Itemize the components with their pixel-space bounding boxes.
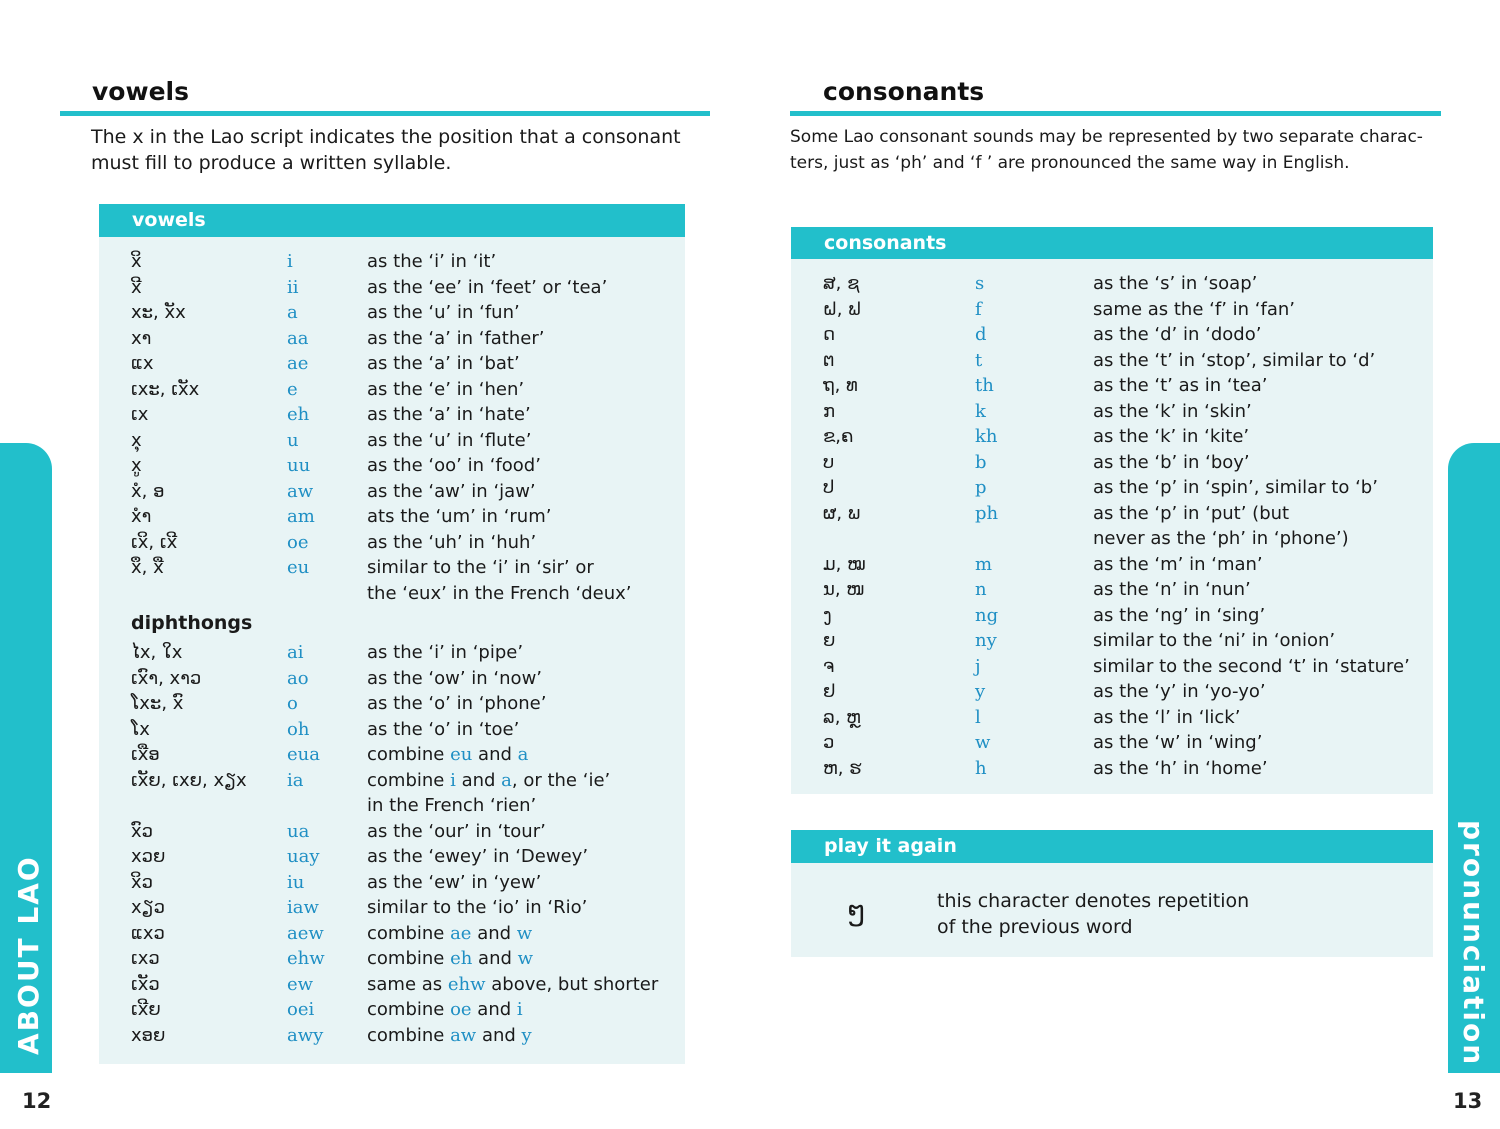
lao-script: ໄx, ໃx bbox=[131, 642, 183, 663]
diphthong-row bbox=[99, 946, 685, 972]
pronunciation-description: similar to the ‘io’ in ‘Rio’ bbox=[367, 897, 588, 918]
pronunciation-description: as the ‘i’ in ‘it’ bbox=[367, 251, 497, 272]
pronunciation-description: as the ‘our’ in ‘tour’ bbox=[367, 820, 546, 842]
lao-script: xຳ bbox=[131, 506, 152, 527]
lao-script: ເxົາ, xາວ bbox=[131, 667, 202, 689]
romanization: p bbox=[975, 477, 987, 498]
consonant-row bbox=[791, 526, 1433, 552]
vowels-heading: vowels bbox=[92, 77, 189, 106]
highlight-romanization: a bbox=[517, 744, 529, 765]
romanization: l bbox=[975, 706, 981, 728]
pronunciation-description: as the ‘o’ in ‘toe’ bbox=[367, 718, 520, 740]
diphthong-row bbox=[99, 870, 685, 896]
consonant-row bbox=[791, 450, 1433, 476]
romanization: iaw bbox=[287, 897, 319, 918]
consonant-row bbox=[791, 679, 1433, 705]
lao-script: ດ bbox=[823, 324, 836, 345]
romanization: kh bbox=[975, 426, 998, 447]
romanization: j bbox=[975, 655, 981, 677]
highlight-romanization: ae bbox=[450, 922, 472, 944]
diphthong-row bbox=[99, 895, 685, 921]
diphthongs-label-row bbox=[99, 611, 685, 639]
lao-script: ມ, ໝ bbox=[823, 553, 866, 575]
vowels-intro-line-2: must fill to produce a written syllable. bbox=[91, 152, 452, 174]
diphthong-row bbox=[99, 717, 685, 743]
vowels-intro bbox=[91, 124, 711, 176]
description-text: and bbox=[472, 744, 518, 765]
pronunciation-description: as the ‘a’ in ‘father’ bbox=[367, 327, 545, 349]
consonants-intro bbox=[790, 124, 1450, 176]
highlight-romanization: w bbox=[517, 948, 534, 969]
pronunciation-description: as the ‘uh’ in ‘huh’ bbox=[367, 531, 537, 553]
diphthongs-table bbox=[99, 640, 685, 1048]
lao-script: xວຍ bbox=[131, 846, 166, 867]
page-number-right: 13 bbox=[1453, 1089, 1483, 1113]
lao-script: xິ bbox=[131, 251, 142, 272]
highlight-romanization: i bbox=[516, 999, 523, 1020]
romanization: aa bbox=[287, 327, 309, 349]
lao-script: xຸ bbox=[131, 429, 142, 451]
lao-script: xີ bbox=[131, 276, 142, 298]
highlight-romanization: w bbox=[516, 922, 533, 944]
vowel-row bbox=[99, 275, 685, 301]
romanization: w bbox=[975, 732, 991, 753]
pronunciation-description: same as the ‘f’ in ‘fan’ bbox=[1093, 298, 1295, 320]
lao-script: xໍ, ອ bbox=[131, 480, 165, 502]
repetition-description-line-2: of the previous word bbox=[937, 916, 1133, 938]
romanization: t bbox=[975, 349, 983, 371]
romanization: i bbox=[287, 251, 293, 272]
repetition-description bbox=[937, 888, 1249, 940]
highlight-romanization: eh bbox=[450, 948, 473, 969]
page-number-left: 12 bbox=[22, 1089, 52, 1113]
consonant-row bbox=[791, 373, 1433, 399]
romanization: s bbox=[975, 273, 985, 294]
lao-script: ຈ bbox=[823, 655, 835, 677]
lao-script: ຢ bbox=[823, 681, 836, 702]
vowels-table-header: vowels bbox=[99, 204, 685, 237]
lao-script: ງ bbox=[823, 604, 832, 626]
vowel-row bbox=[99, 428, 685, 454]
vowel-row bbox=[99, 453, 685, 479]
lao-script: ແx bbox=[131, 353, 154, 374]
romanization: iu bbox=[287, 871, 305, 893]
consonants-table bbox=[791, 271, 1433, 781]
pronunciation-description: as the ‘l’ in ‘lick’ bbox=[1093, 706, 1241, 728]
vowel-row bbox=[99, 530, 685, 556]
lao-script: ຫ, ຮ bbox=[823, 757, 862, 779]
lao-script: ໂxະ, xົ bbox=[131, 693, 184, 714]
repetition-character: ໆ bbox=[847, 894, 866, 927]
lao-script: ບ bbox=[823, 451, 835, 473]
romanization: oei bbox=[287, 999, 315, 1020]
consonant-row bbox=[791, 271, 1433, 297]
diphthong-row bbox=[99, 921, 685, 947]
consonants-intro-line-2: ters, just as ‘ph’ and ‘f ’ are pronounced the same way in English. bbox=[790, 153, 1350, 173]
romanization: eua bbox=[287, 744, 320, 765]
diphthong-row bbox=[99, 1023, 685, 1049]
vowel-row bbox=[99, 249, 685, 275]
romanization: ehw bbox=[287, 948, 325, 969]
consonants-intro-line-1: Some Lao consonant sounds may be represented by two separate charac- bbox=[790, 127, 1423, 147]
diphthong-row bbox=[99, 666, 685, 692]
romanization: ii bbox=[287, 276, 299, 298]
diphthong-row bbox=[99, 844, 685, 870]
romanization: oh bbox=[287, 718, 310, 740]
romanization: awy bbox=[287, 1024, 324, 1046]
consonants-table-box bbox=[791, 227, 1433, 794]
pronunciation-description: as the ‘b’ in ‘boy’ bbox=[1093, 451, 1250, 473]
romanization: ua bbox=[287, 820, 310, 842]
lao-script: xະ, xັx bbox=[131, 302, 186, 323]
pronunciation-description: as the ‘ee’ in ‘feet’ or ‘tea’ bbox=[367, 276, 608, 298]
consonants-heading: consonants bbox=[823, 77, 985, 106]
romanization: aew bbox=[287, 922, 324, 944]
lao-script: xຽວ bbox=[131, 897, 165, 918]
romanization: eh bbox=[287, 404, 310, 425]
lao-script: ຍ bbox=[823, 630, 836, 651]
romanization: ae bbox=[287, 353, 309, 374]
vowel-row bbox=[99, 402, 685, 428]
pronunciation-description bbox=[367, 972, 658, 998]
romanization: a bbox=[287, 302, 298, 323]
pronunciation-description: as the ‘i’ in ‘pipe’ bbox=[367, 642, 524, 663]
consonant-row bbox=[791, 628, 1433, 654]
pronunciation-description: as the ‘a’ in ‘hate’ bbox=[367, 404, 531, 425]
highlight-romanization: y bbox=[521, 1024, 532, 1046]
vowel-row bbox=[99, 504, 685, 530]
consonant-row bbox=[791, 577, 1433, 603]
romanization: am bbox=[287, 506, 315, 527]
consonant-row bbox=[791, 475, 1433, 501]
vowel-row bbox=[99, 581, 685, 607]
pronunciation-description bbox=[367, 742, 528, 768]
pronunciation-description: as the ‘d’ in ‘dodo’ bbox=[1093, 324, 1262, 345]
pronunciation-description bbox=[367, 768, 610, 794]
consonant-row bbox=[791, 730, 1433, 756]
romanization: eu bbox=[287, 557, 310, 578]
play-it-again-box bbox=[791, 830, 1433, 957]
lao-script: xິວ bbox=[131, 871, 154, 893]
highlight-romanization: i bbox=[450, 769, 456, 791]
consonants-heading-rule bbox=[790, 111, 1441, 116]
consonant-row bbox=[791, 756, 1433, 782]
consonant-row bbox=[791, 399, 1433, 425]
section-tab-pronunciation-label: pronunciation bbox=[1457, 820, 1490, 1067]
pronunciation-description: as the ‘p’ in ‘put’ (but bbox=[1093, 502, 1290, 524]
pronunciation-description: as the ‘oo’ in ‘food’ bbox=[367, 455, 541, 476]
romanization: ph bbox=[975, 502, 999, 524]
consonant-row bbox=[791, 603, 1433, 629]
description-text: combine bbox=[367, 948, 451, 969]
lao-script: ແxວ bbox=[131, 922, 165, 944]
pronunciation-description bbox=[367, 997, 523, 1023]
pronunciation-description: the ‘eux’ in the French ‘deux’ bbox=[367, 582, 632, 604]
vowel-row bbox=[99, 326, 685, 352]
lao-script: ຝ, ຟ bbox=[823, 298, 861, 320]
lao-script: ເxະ, ເxັx bbox=[131, 378, 200, 400]
romanization: f bbox=[975, 298, 982, 320]
pronunciation-description: as the ‘w’ in ‘wing’ bbox=[1093, 732, 1263, 753]
lao-script: ຜ, ພ bbox=[823, 502, 861, 524]
highlight-romanization: oe bbox=[450, 999, 472, 1020]
romanization: uay bbox=[287, 846, 320, 867]
lao-script: ນ, ໜ bbox=[823, 579, 865, 600]
pronunciation-description: as the ‘s’ in ‘soap’ bbox=[1093, 273, 1258, 294]
lao-script: ເxວ bbox=[131, 948, 160, 969]
romanization: ew bbox=[287, 973, 314, 995]
romanization: uu bbox=[287, 455, 311, 476]
description-text: combine bbox=[367, 922, 451, 944]
description-text: combine bbox=[367, 769, 451, 791]
romanization: d bbox=[975, 324, 987, 345]
pronunciation-description: as the ‘e’ in ‘hen’ bbox=[367, 378, 525, 400]
romanization: ao bbox=[287, 667, 309, 689]
pronunciation-description: as the ‘t’ in ‘stop’, similar to ‘d’ bbox=[1093, 349, 1376, 371]
description-text: combine bbox=[367, 999, 451, 1020]
lao-script: ເxືອ bbox=[131, 744, 160, 765]
lao-script: ເxັຍ, ເxຍ, xຽx bbox=[131, 769, 247, 791]
vowel-row bbox=[99, 555, 685, 581]
lao-script: ກ bbox=[823, 400, 836, 422]
diphthongs-label: diphthongs bbox=[131, 612, 253, 634]
diphthong-row bbox=[99, 742, 685, 768]
description-text: same as bbox=[367, 973, 448, 995]
pronunciation-description: as the ‘aw’ in ‘jaw’ bbox=[367, 480, 536, 502]
description-text: and bbox=[472, 948, 518, 969]
romanization: aw bbox=[287, 480, 314, 502]
play-it-again-header: play it again bbox=[791, 830, 1433, 863]
pronunciation-description: similar to the ‘ni’ in ‘onion’ bbox=[1093, 630, 1336, 651]
lao-script: xົວ bbox=[131, 820, 154, 842]
pronunciation-description: as the ‘y’ in ‘yo-yo’ bbox=[1093, 681, 1266, 702]
pronunciation-description: as the ‘u’ in ‘flute’ bbox=[367, 429, 532, 451]
romanization: m bbox=[975, 553, 993, 575]
lao-script: ຕ bbox=[823, 349, 835, 371]
diphthong-row bbox=[99, 768, 685, 794]
lao-script: ເxິ, ເxີ bbox=[131, 531, 178, 553]
romanization: ia bbox=[287, 769, 304, 791]
pronunciation-description: in the French ‘rien’ bbox=[367, 795, 537, 816]
pronunciation-description: as the ‘h’ in ‘home’ bbox=[1093, 757, 1268, 779]
diphthong-row bbox=[99, 640, 685, 666]
consonant-row bbox=[791, 501, 1433, 527]
romanization: b bbox=[975, 451, 987, 473]
pronunciation-description: as the ‘m’ in ‘man’ bbox=[1093, 553, 1263, 575]
pronunciation-description: as the ‘u’ in ‘fun’ bbox=[367, 302, 520, 323]
diphthong-row bbox=[99, 972, 685, 998]
pronunciation-description: similar to the second ‘t’ in ‘stature’ bbox=[1093, 655, 1410, 677]
vowel-row bbox=[99, 479, 685, 505]
romanization: th bbox=[975, 375, 994, 396]
pronunciation-description: as the ‘ewey’ in ‘Dewey’ bbox=[367, 846, 589, 867]
lao-script: xູ bbox=[131, 455, 142, 476]
diphthong-row bbox=[99, 691, 685, 717]
romanization: o bbox=[287, 693, 298, 714]
lao-script: ສ, ຊ bbox=[823, 273, 860, 294]
lao-script: ເx bbox=[131, 404, 149, 425]
pronunciation-description: as the ‘o’ in ‘phone’ bbox=[367, 693, 547, 714]
consonant-row bbox=[791, 424, 1433, 450]
pronunciation-description: as the ‘p’ in ‘spin’, similar to ‘b’ bbox=[1093, 477, 1378, 498]
vowels-table bbox=[99, 249, 685, 606]
pronunciation-description: ats the ‘um’ in ‘rum’ bbox=[367, 506, 552, 527]
consonant-row bbox=[791, 297, 1433, 323]
description-text: combine bbox=[367, 744, 451, 765]
vowel-row bbox=[99, 300, 685, 326]
description-text: above, but shorter bbox=[485, 973, 659, 995]
repetition-description-line-1: this character denotes repetition bbox=[937, 890, 1250, 912]
vowels-table-box bbox=[99, 204, 685, 1064]
lao-script: xອຍ bbox=[131, 1024, 166, 1046]
pronunciation-description: as the ‘t’ as in ‘tea’ bbox=[1093, 375, 1268, 396]
romanization: ng bbox=[975, 604, 999, 626]
highlight-romanization: ehw bbox=[447, 973, 486, 995]
section-tab-about-lao-label: ABOUT LAO bbox=[12, 855, 45, 1055]
romanization: k bbox=[975, 400, 986, 422]
consonant-row bbox=[791, 348, 1433, 374]
lao-script: xາ bbox=[131, 327, 152, 349]
pronunciation-description: similar to the ‘i’ in ‘sir’ or bbox=[367, 557, 594, 578]
romanization: h bbox=[975, 757, 987, 779]
description-text: and bbox=[471, 999, 517, 1020]
highlight-romanization: aw bbox=[450, 1024, 477, 1046]
vowels-heading-rule bbox=[60, 111, 710, 116]
pronunciation-description: as the ‘k’ in ‘kite’ bbox=[1093, 426, 1250, 447]
pronunciation-description: as the ‘ow’ in ‘now’ bbox=[367, 667, 543, 689]
pronunciation-description: never as the ‘ph’ in ‘phone’) bbox=[1093, 528, 1349, 549]
consonant-row bbox=[791, 552, 1433, 578]
lao-script: ຖ, ທ bbox=[823, 375, 858, 396]
diphthong-row bbox=[99, 997, 685, 1023]
lao-script: ຂ,ຄ bbox=[823, 426, 854, 447]
lao-script: ວ bbox=[823, 732, 835, 753]
diphthong-row bbox=[99, 793, 685, 819]
lao-script: ປ bbox=[823, 477, 835, 498]
vowels-intro-line-1: The x in the Lao script indicates the position that a consonant bbox=[91, 126, 681, 148]
pronunciation-description: as the ‘ew’ in ‘yew’ bbox=[367, 871, 542, 893]
diphthong-row bbox=[99, 819, 685, 845]
description-text: , or the ‘ie’ bbox=[511, 769, 611, 791]
description-text: and bbox=[476, 1024, 522, 1046]
consonant-row bbox=[791, 654, 1433, 680]
romanization: ny bbox=[975, 630, 997, 651]
consonants-table-header: consonants bbox=[791, 227, 1433, 259]
pronunciation-description: as the ‘ng’ in ‘sing’ bbox=[1093, 604, 1266, 626]
description-text: and bbox=[455, 769, 502, 791]
consonant-row bbox=[791, 705, 1433, 731]
pronunciation-description bbox=[367, 946, 533, 972]
highlight-romanization: a bbox=[501, 769, 512, 791]
romanization: u bbox=[287, 429, 299, 451]
lao-script: ເxີຍ bbox=[131, 999, 161, 1020]
romanization: ai bbox=[287, 642, 304, 663]
highlight-romanization: eu bbox=[450, 744, 473, 765]
pronunciation-description bbox=[367, 921, 532, 947]
romanization: y bbox=[975, 681, 986, 702]
description-text: combine bbox=[367, 1024, 451, 1046]
pronunciation-description: as the ‘a’ in ‘bat’ bbox=[367, 353, 520, 374]
pronunciation-description bbox=[367, 1023, 532, 1049]
vowel-row bbox=[99, 351, 685, 377]
lao-script: ເxັວ bbox=[131, 973, 160, 995]
vowel-row bbox=[99, 377, 685, 403]
pronunciation-description: as the ‘n’ in ‘nun’ bbox=[1093, 579, 1251, 600]
lao-script: ໂx bbox=[131, 718, 150, 740]
romanization: e bbox=[287, 378, 298, 400]
lao-script: ລ, ຫຼ bbox=[823, 706, 861, 728]
lao-script: xຶ, xື bbox=[131, 557, 164, 578]
description-text: and bbox=[471, 922, 517, 944]
pronunciation-description: as the ‘k’ in ‘skin’ bbox=[1093, 400, 1252, 422]
romanization: n bbox=[975, 579, 987, 600]
consonant-row bbox=[791, 322, 1433, 348]
romanization: oe bbox=[287, 531, 309, 553]
